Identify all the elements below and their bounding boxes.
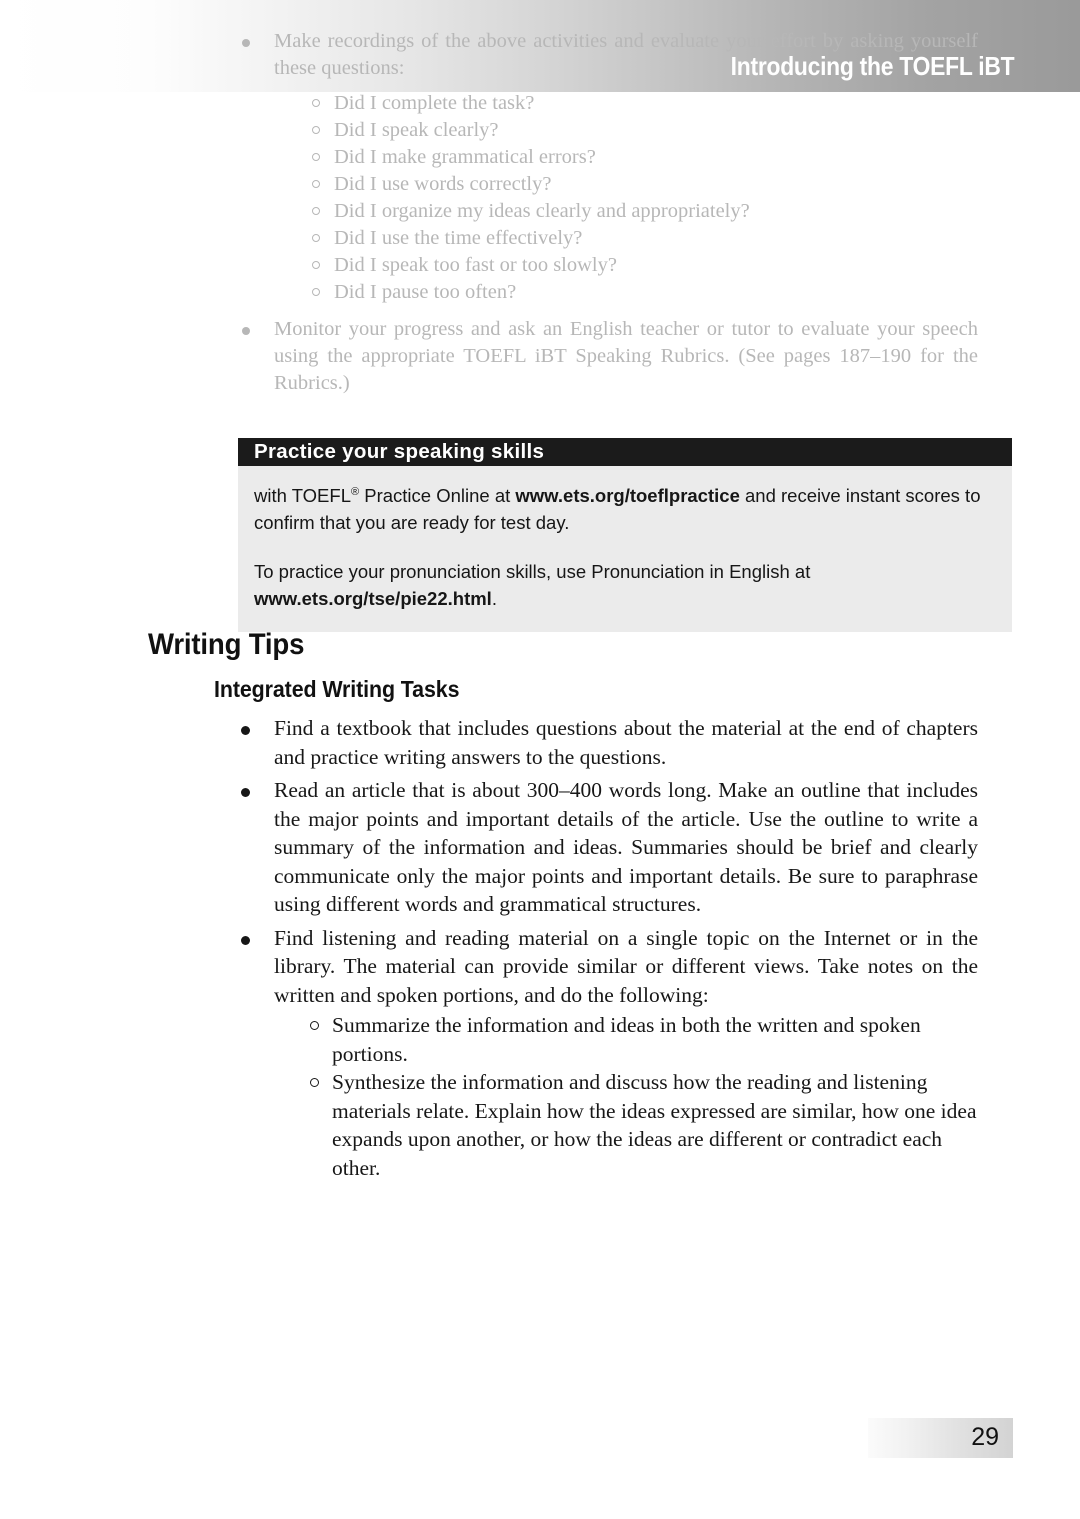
callout-p2-post: . — [491, 588, 497, 609]
filled-bullet-icon — [241, 936, 250, 945]
integrated-writing-tasks-section — [238, 714, 978, 1182]
hollow-bullet-icon — [310, 1021, 319, 1030]
callout-body — [238, 466, 1012, 632]
filled-bullet-icon — [242, 327, 250, 335]
filled-bullet-icon — [241, 788, 250, 797]
hollow-bullet-icon — [310, 1078, 319, 1087]
self-evaluation-question-list — [274, 90, 978, 306]
callout-p1-mid: Practice Online at — [359, 485, 516, 506]
list-item — [310, 1068, 978, 1182]
list-item — [238, 714, 978, 771]
hollow-bullet-icon — [312, 153, 320, 161]
list-item — [312, 279, 978, 306]
hollow-bullet-icon — [312, 261, 320, 269]
page-header-title: Introducing the TOEFL iBT — [730, 51, 1014, 81]
list-item — [238, 776, 978, 919]
speaking-tips-bullet-list — [238, 28, 978, 397]
list-item-text: Find listening and reading material on a single topic on the Internet or in the library. The material can provide similar or different views. Take notes on the written and spoken portions, and do the following: — [274, 925, 978, 1007]
list-item — [238, 924, 978, 1183]
pronunciation-url[interactable]: www.ets.org/tse/pie22.html — [254, 588, 492, 609]
callout-p2-pre: To practice your pronunciation skills, use Pronunciation in English at — [254, 561, 811, 582]
toefl-practice-url[interactable]: www.ets.org/toeflpractice — [515, 485, 740, 506]
list-item — [238, 316, 978, 397]
subsection-heading-integrated-writing-tasks: Integrated Writing Tasks — [214, 676, 460, 702]
hollow-bullet-icon — [312, 126, 320, 134]
list-item-text: Monitor your progress and ask an English teacher or tutor to evaluate your speech using the appropriate TOEFL iBT Speaking Rubrics. (See pages 187–190 for the Rubrics.) — [274, 318, 978, 394]
list-item — [312, 144, 978, 171]
hollow-bullet-icon — [312, 288, 320, 296]
hollow-bullet-icon — [312, 234, 320, 242]
page-footer-bar — [868, 1418, 1013, 1458]
list-item — [312, 225, 978, 252]
list-item-text: Find a textbook that includes questions about the material at the end of chapters and practice writing answers to the questions. — [274, 716, 978, 769]
section-heading-writing-tips: Writing Tips — [148, 628, 305, 661]
writing-tips-bullet-list — [238, 714, 978, 1182]
list-item — [312, 171, 978, 198]
list-item-text: Did I speak clearly? — [334, 119, 499, 141]
callout-paragraph-2 — [254, 558, 990, 612]
callout-p1-pre: with TOEFL — [254, 485, 351, 506]
list-item-text: Read an article that is about 300–400 words long. Make an outline that includes the major points and important details of the article. Use the outline to write a summary of the information and ideas. Summaries should be brief and clearly communicate only the major points and important details. Be sure to paraphrase using different words and grammatical structures. — [274, 778, 978, 916]
list-item-text: Did I speak too fast or too slowly? — [334, 254, 617, 276]
speaking-tips-list-section — [238, 28, 978, 397]
list-item — [312, 90, 978, 117]
callout-heading: Practice your speaking skills — [238, 438, 1012, 466]
list-item-text: Did I use the time effectively? — [334, 227, 583, 249]
list-item-text: Synthesize the information and discuss how the reading and listening materials relate. Explain how the ideas expressed are similar, how one idea expands upon another, or how the ideas are different or contradict each other. — [332, 1070, 977, 1180]
page-number: 29 — [971, 1423, 999, 1451]
filled-bullet-icon — [241, 726, 250, 735]
practice-callout-box — [238, 438, 1012, 632]
list-item — [312, 117, 978, 144]
writing-task-substep-list — [274, 1011, 978, 1182]
list-item-text: Did I organize my ideas clearly and appropriately? — [334, 200, 750, 222]
list-item-text: Make recordings of the above activities and evaluate your effort by asking yourself these questions: — [274, 30, 978, 79]
registered-trademark-icon: ® — [351, 485, 360, 498]
list-item-text: Summarize the information and ideas in both the written and spoken portions. — [332, 1013, 921, 1066]
list-item — [312, 198, 978, 225]
list-item — [238, 28, 978, 306]
list-item — [310, 1011, 978, 1068]
hollow-bullet-icon — [312, 180, 320, 188]
list-item-text: Did I complete the task? — [334, 92, 535, 114]
list-item-text: Did I pause too often? — [334, 281, 517, 303]
callout-p1-post: and receive instant scores to confirm that you are ready for test day. — [254, 485, 981, 533]
callout-paragraph-1 — [254, 482, 990, 536]
hollow-bullet-icon — [312, 99, 320, 107]
list-item-text: Did I make grammatical errors? — [334, 146, 596, 168]
filled-bullet-icon — [242, 39, 250, 47]
hollow-bullet-icon — [312, 207, 320, 215]
list-item — [312, 252, 978, 279]
list-item-text: Did I use words correctly? — [334, 173, 552, 195]
